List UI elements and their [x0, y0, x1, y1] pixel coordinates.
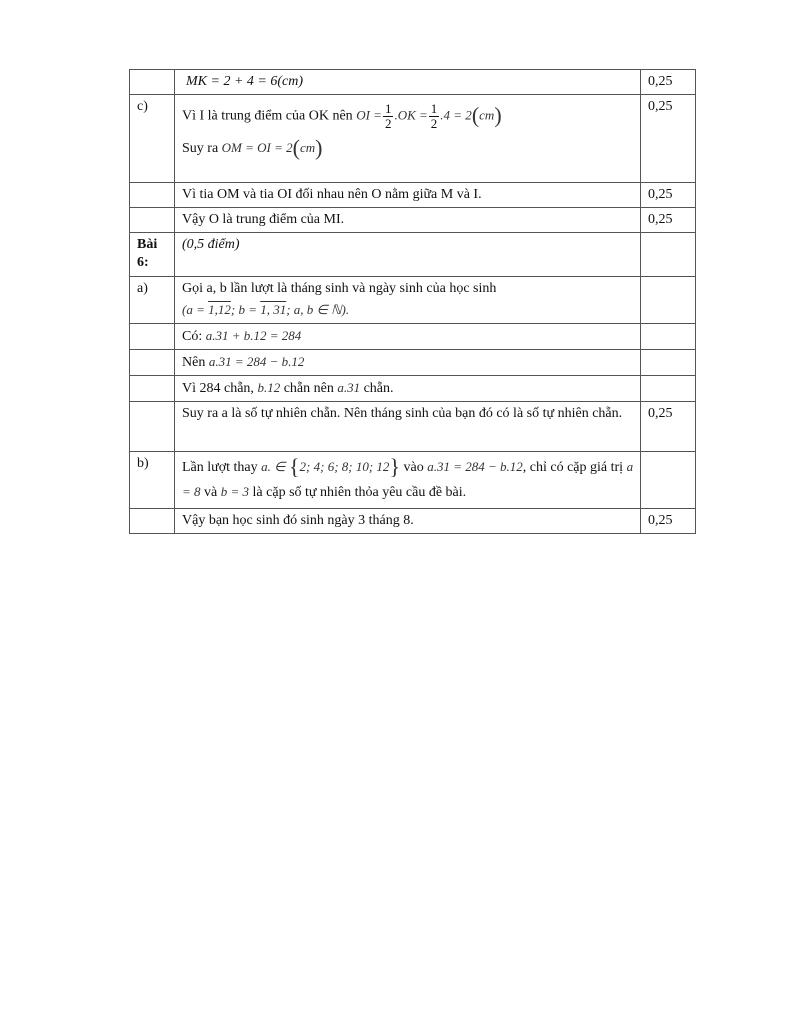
label-cell: b): [130, 452, 175, 509]
table-row: [130, 208, 696, 233]
content-cell: [175, 376, 641, 402]
table-row: [130, 70, 696, 95]
text: , chỉ có cặp giá trị: [522, 460, 624, 475]
score-cell: [641, 277, 696, 324]
content-cell: [175, 324, 641, 350]
text: chẵn.: [363, 381, 394, 396]
content-cell: [175, 70, 641, 95]
score-cell: [641, 324, 696, 350]
math-unit: cm: [479, 107, 495, 123]
label-cell: [130, 509, 175, 534]
math-expression: MK = 2 + 4 = 6(cm): [186, 74, 303, 89]
text: và: [204, 485, 218, 500]
math-expression: a = 8: [182, 459, 634, 499]
table-row: [130, 509, 696, 534]
label-cell: [130, 376, 175, 402]
content-cell: Vậy bạn học sinh đó sinh ngày 3 tháng 8.: [175, 509, 641, 534]
fraction-denominator: 2: [430, 116, 438, 131]
math-expression: OM = OI = 2: [221, 140, 293, 155]
table-row: [130, 324, 696, 350]
math-expression: .4 = 2: [440, 107, 472, 123]
text: Có:: [182, 329, 203, 344]
label-cell: [130, 324, 175, 350]
table-row: [130, 350, 696, 376]
fraction-numerator: 1: [384, 101, 392, 116]
label-cell: [130, 183, 175, 208]
section-points: (0,5 điểm): [175, 233, 641, 277]
content-cell: Vậy O là trung điểm của MI.: [175, 208, 641, 233]
math-expression: ; a, b ∈ ℕ).: [286, 302, 350, 317]
score-cell: [641, 376, 696, 402]
math-expression: b.12: [257, 380, 281, 395]
section-label: Bài 6:: [130, 233, 175, 277]
text: Vì 284 chẵn,: [182, 381, 254, 396]
answer-key-table: [129, 69, 696, 534]
math-expression: a.31: [337, 380, 361, 395]
label-cell: a): [130, 277, 175, 324]
table-row: [130, 183, 696, 208]
content-cell: [175, 95, 641, 183]
text: vào: [403, 460, 424, 475]
content-cell: Lần lượt thay a. ∈ {2; 4; 6; 8; 10; 12} vào a.31 = 284 − b.12, chỉ có cặp giá trị a = 8 và b = 3 là cặp số tự nhiên thỏa yêu cầu đề bài.: [175, 452, 641, 509]
text: là cặp số tự nhiên thỏa yêu cầu đề bài.: [252, 485, 467, 500]
math-expression: a.31 = 284 − b.12: [208, 354, 305, 369]
text: Vì I là trung điểm của OK nên: [182, 108, 353, 124]
score-cell: [641, 452, 696, 509]
label-cell: [130, 208, 175, 233]
math-expression: (a =: [182, 302, 209, 317]
text-line: Suy ra OM = OI = 2(cm): [182, 135, 323, 160]
math-expression: ; b =: [230, 302, 261, 317]
math-unit: cm: [299, 140, 316, 155]
text: Suy ra: [182, 141, 219, 156]
text: Lần lượt thay: [182, 460, 258, 475]
score-cell: 0,25: [641, 208, 696, 233]
table-row: [130, 95, 696, 183]
content-cell: Suy ra a là số tự nhiên chẵn. Nên tháng sinh của bạn đó có là số tự nhiên chẵn.: [175, 402, 641, 452]
label-cell: [130, 350, 175, 376]
text: chẵn nên: [283, 381, 334, 396]
text-line: [182, 301, 634, 320]
score-cell: 0,25: [641, 70, 696, 95]
label-cell: [130, 402, 175, 452]
fraction: [429, 102, 440, 131]
score-cell: [641, 350, 696, 376]
table-row: [130, 233, 696, 277]
math-range: 1, 31: [260, 302, 287, 317]
math-expression: OI =: [356, 107, 382, 123]
score-cell: 0,25: [641, 509, 696, 534]
table-row: [130, 376, 696, 402]
content-cell: [175, 350, 641, 376]
fraction-numerator: 1: [430, 101, 438, 116]
score-cell: 0,25: [641, 95, 696, 183]
fraction: [383, 102, 394, 131]
math-expression: .OK =: [394, 107, 428, 123]
content-cell: [175, 277, 641, 324]
score-cell: 0,25: [641, 402, 696, 452]
content-cell: Vì tia OM và tia OI đối nhau nên O nằm giữa M và I.: [175, 183, 641, 208]
label-cell: c): [130, 95, 175, 183]
score-cell: [641, 233, 696, 277]
math-expression: a. ∈: [261, 459, 286, 474]
text-line: Vì I là trung điểm của OK nên OI = $\frac{1}{2}$ .OK = $\frac{1}{2}$ .4 = 2(cm): [182, 101, 502, 131]
table-row: [130, 277, 696, 324]
text-line: Gọi a, b lần lượt là tháng sinh và ngày sinh của học sinh: [182, 281, 497, 296]
math-expression: a.31 + b.12 = 284: [205, 328, 302, 343]
math-expression: b = 3: [220, 484, 250, 499]
score-cell: 0,25: [641, 183, 696, 208]
table-row: [130, 402, 696, 452]
table-row: [130, 452, 696, 509]
math-range: 1,12: [208, 302, 231, 317]
text: Nên: [182, 355, 206, 370]
fraction-denominator: 2: [384, 116, 392, 131]
label-cell: [130, 70, 175, 95]
math-expression: a.31 = 284 − b.12: [427, 459, 523, 474]
math-set: 2; 4; 6; 8; 10; 12: [299, 459, 390, 474]
